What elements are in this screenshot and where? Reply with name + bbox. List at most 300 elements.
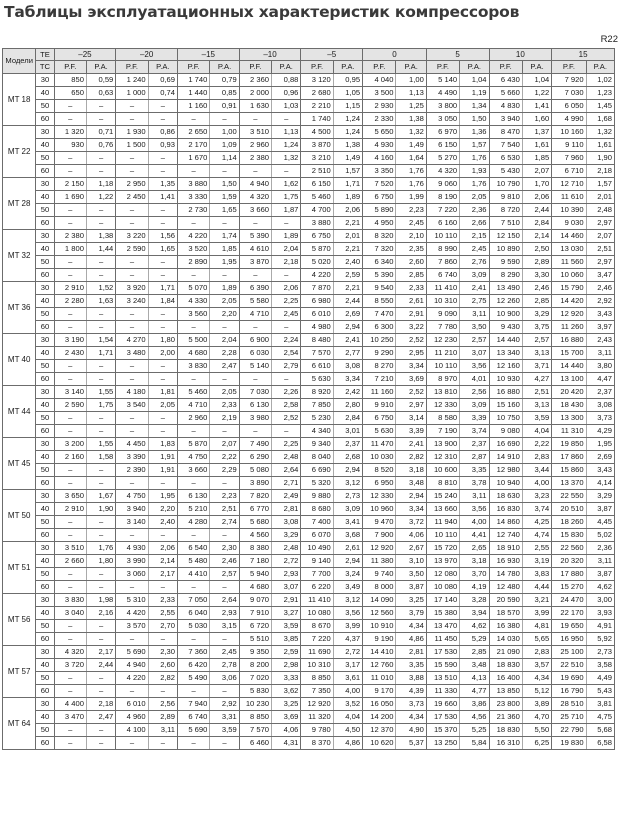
pa-cell: 2,87 <box>460 451 489 464</box>
pf-cell: – <box>239 425 271 438</box>
pf-cell: 12 330 <box>363 490 396 503</box>
pf-cell: 2 170 <box>177 139 209 152</box>
pa-cell: 2,46 <box>210 555 239 568</box>
pf-cell: – <box>54 412 86 425</box>
pf-cell: 2 660 <box>54 555 86 568</box>
pf-cell: 6 030 <box>239 347 271 360</box>
pa-cell: 2,52 <box>396 334 426 347</box>
pf-cell: 12 370 <box>363 724 396 737</box>
pa-cell: 2,81 <box>272 503 301 516</box>
pf-cell: 6 710 <box>552 165 586 178</box>
pa-cell: 2,85 <box>460 646 489 659</box>
pa-cell: 4,81 <box>522 620 551 633</box>
pf-cell: 3 220 <box>116 230 148 243</box>
pf-cell: 5 030 <box>177 620 209 633</box>
pa-cell: 1,95 <box>210 256 239 269</box>
pa-cell: 1,41 <box>148 191 177 204</box>
pa-cell: 2,60 <box>396 256 426 269</box>
pf-cell: 10 390 <box>552 204 586 217</box>
pa-column-header: P.A. <box>333 61 362 74</box>
pa-cell: 5,43 <box>586 685 614 698</box>
pf-cell: 7 820 <box>239 490 271 503</box>
pa-cell: 1,84 <box>148 295 177 308</box>
pa-cell: 2,72 <box>333 646 362 659</box>
pf-cell: 3 830 <box>177 360 209 373</box>
pa-cell: 3,11 <box>148 724 177 737</box>
pf-cell: 16 930 <box>489 555 522 568</box>
pa-cell: 2,41 <box>460 282 489 295</box>
pa-cell: 3,11 <box>460 308 489 321</box>
pf-cell: 10 250 <box>363 334 396 347</box>
pf-cell: 3 920 <box>116 282 148 295</box>
pa-cell: 3,50 <box>460 321 489 334</box>
tc-value: 50 <box>36 568 54 581</box>
pa-cell: 2,66 <box>460 217 489 230</box>
pa-cell: – <box>86 269 115 282</box>
pf-cell: – <box>177 529 209 542</box>
pf-cell: 10 900 <box>489 308 522 321</box>
pf-cell: 8 550 <box>363 295 396 308</box>
pa-cell: 3,86 <box>460 698 489 711</box>
pa-cell: 3,48 <box>460 659 489 672</box>
pf-cell: 14 860 <box>489 516 522 529</box>
table-row <box>3 399 615 412</box>
pf-cell: 4 680 <box>239 581 271 594</box>
pf-cell: – <box>116 633 148 646</box>
pf-cell: 5 490 <box>177 672 209 685</box>
pa-cell: – <box>148 308 177 321</box>
pf-cell: 9 470 <box>363 516 396 529</box>
pf-cell: 9 140 <box>301 555 333 568</box>
pa-cell: – <box>210 685 239 698</box>
model-name: MT 36 <box>3 282 36 334</box>
pf-cell: 2 330 <box>363 113 396 126</box>
pf-cell: 2 910 <box>54 503 86 516</box>
pa-cell: 1,04 <box>460 74 489 87</box>
pf-cell: 9 780 <box>301 724 333 737</box>
pa-cell: 3,43 <box>586 308 614 321</box>
pa-cell: 1,70 <box>522 178 551 191</box>
pf-cell: 12 310 <box>426 451 459 464</box>
pa-cell: – <box>148 529 177 542</box>
pf-cell: 12 980 <box>489 464 522 477</box>
pa-cell: – <box>86 529 115 542</box>
pa-cell: 3,07 <box>272 581 301 594</box>
pa-cell: 4,50 <box>333 724 362 737</box>
pa-cell: 2,92 <box>210 698 239 711</box>
pf-cell: 4 930 <box>116 542 148 555</box>
pf-cell: 7 350 <box>301 685 333 698</box>
pa-cell: 3,85 <box>272 633 301 646</box>
pf-cell: 7 850 <box>301 399 333 412</box>
pf-cell: 20 510 <box>552 503 586 516</box>
pa-cell: 2,77 <box>333 347 362 360</box>
pa-cell: 2,79 <box>272 360 301 373</box>
pf-cell: 2 960 <box>239 139 271 152</box>
pf-cell: 11 310 <box>552 425 586 438</box>
pa-cell: 3,87 <box>396 581 426 594</box>
tc-value: 40 <box>36 711 54 724</box>
pf-cell: – <box>116 581 148 594</box>
pf-cell: 5 390 <box>239 230 271 243</box>
pa-cell: 4,34 <box>396 711 426 724</box>
page-title: Таблицы эксплуатационных характеристик компрессоров <box>4 3 520 21</box>
tc-value: 60 <box>36 217 54 230</box>
pa-cell: 2,52 <box>396 386 426 399</box>
tc-value: 60 <box>36 581 54 594</box>
pf-cell: 3 990 <box>116 555 148 568</box>
pa-cell: 2,36 <box>460 204 489 217</box>
pf-cell: 10 620 <box>363 737 396 750</box>
pf-cell: 5 480 <box>177 555 209 568</box>
pf-cell: 5 690 <box>116 646 148 659</box>
pf-cell: 13 490 <box>489 282 522 295</box>
pa-cell: 2,85 <box>522 295 551 308</box>
pf-cell: 3 140 <box>54 386 86 399</box>
pa-cell: 1,00 <box>396 74 426 87</box>
pf-cell: 3 570 <box>116 620 148 633</box>
pa-cell: 4,14 <box>586 477 614 490</box>
pf-cell: – <box>116 100 148 113</box>
pa-cell: 2,47 <box>210 360 239 373</box>
pf-cell: 4 400 <box>54 698 86 711</box>
pf-cell: 15 720 <box>426 542 459 555</box>
pa-cell: 2,74 <box>210 516 239 529</box>
pa-cell: 3,71 <box>522 360 551 373</box>
pf-cell: 18 260 <box>552 516 586 529</box>
pf-cell: 16 050 <box>363 698 396 711</box>
pf-cell: 4 330 <box>177 295 209 308</box>
pa-cell: 1,34 <box>460 100 489 113</box>
pa-cell: 1,71 <box>86 347 115 360</box>
table-row <box>3 204 615 217</box>
pf-cell: 6 130 <box>177 490 209 503</box>
pf-cell: 6 430 <box>489 74 522 87</box>
pf-cell: 10 600 <box>426 464 459 477</box>
tc-value: 40 <box>36 555 54 568</box>
pf-cell: 2 450 <box>116 191 148 204</box>
pf-column-header: P.F. <box>239 61 271 74</box>
pa-cell: 2,07 <box>522 165 551 178</box>
pf-cell: 9 110 <box>552 139 586 152</box>
pa-cell: – <box>86 152 115 165</box>
pa-cell: 1,24 <box>333 126 362 139</box>
pf-cell: 7 700 <box>301 568 333 581</box>
table-row <box>3 360 615 373</box>
table-row <box>3 542 615 555</box>
pf-cell: 1 160 <box>177 100 209 113</box>
pa-cell: 4,31 <box>272 737 301 750</box>
pf-cell: 7 400 <box>301 516 333 529</box>
pa-cell: 3,81 <box>586 698 614 711</box>
table-row <box>3 737 615 750</box>
pf-cell: 2 510 <box>301 165 333 178</box>
pf-cell: 2 430 <box>54 347 86 360</box>
pf-cell: 3 720 <box>54 659 86 672</box>
pa-cell: – <box>86 256 115 269</box>
pf-cell: 25 710 <box>552 711 586 724</box>
pa-cell: 2,94 <box>333 555 362 568</box>
pf-cell: 12 920 <box>552 308 586 321</box>
pa-cell: 2,46 <box>522 282 551 295</box>
pf-cell: – <box>177 477 209 490</box>
pf-cell: 13 100 <box>552 373 586 386</box>
pf-cell: 10 310 <box>426 295 459 308</box>
pa-cell: 2,71 <box>272 477 301 490</box>
pa-cell: 4,74 <box>522 529 551 542</box>
tc-value: 30 <box>36 646 54 659</box>
pa-cell: 3,41 <box>333 516 362 529</box>
pf-cell: 12 080 <box>426 568 459 581</box>
tc-value: 50 <box>36 724 54 737</box>
pf-cell: 5 650 <box>363 126 396 139</box>
pa-cell: 4,41 <box>460 529 489 542</box>
pf-cell: – <box>54 477 86 490</box>
pf-cell: – <box>177 321 209 334</box>
pa-cell: 2,06 <box>333 204 362 217</box>
pf-cell: 16 380 <box>489 620 522 633</box>
pf-cell: 2 380 <box>239 152 271 165</box>
pa-cell: 2,33 <box>396 282 426 295</box>
pf-cell: 3 510 <box>54 542 86 555</box>
table-row <box>3 490 615 503</box>
pa-cell: 3,08 <box>333 360 362 373</box>
pa-cell: 2,06 <box>148 542 177 555</box>
pa-cell: 2,25 <box>272 438 301 451</box>
model-name: MT 51 <box>3 542 36 594</box>
pf-cell: 12 920 <box>363 542 396 555</box>
pa-cell: 3,19 <box>522 555 551 568</box>
pa-cell: 2,23 <box>396 204 426 217</box>
pf-cell: 8 720 <box>489 204 522 217</box>
table-row <box>3 503 615 516</box>
pa-cell: 3,11 <box>460 490 489 503</box>
tc-value: 40 <box>36 243 54 256</box>
pa-cell: 1,61 <box>522 139 551 152</box>
pf-cell: 11 940 <box>426 516 459 529</box>
pa-cell: 2,06 <box>272 282 301 295</box>
pa-cell: 2,37 <box>460 438 489 451</box>
pf-cell: 8 000 <box>363 581 396 594</box>
tc-label: TC <box>36 61 54 74</box>
tc-value: 30 <box>36 594 54 607</box>
pf-cell: 1 740 <box>177 74 209 87</box>
pf-cell: 7 570 <box>301 347 333 360</box>
pa-cell: 4,19 <box>460 581 489 594</box>
pf-cell: – <box>116 425 148 438</box>
pa-cell: 4,00 <box>333 685 362 698</box>
pa-cell: 3,99 <box>333 620 362 633</box>
pa-cell: – <box>148 412 177 425</box>
pf-cell: 15 380 <box>426 607 459 620</box>
tc-value: 30 <box>36 74 54 87</box>
pf-cell: 6 610 <box>301 360 333 373</box>
pa-cell: – <box>86 321 115 334</box>
pa-cell: 3,94 <box>460 607 489 620</box>
pf-cell: 10 080 <box>301 607 333 620</box>
pa-cell: 2,07 <box>210 438 239 451</box>
pa-cell: 1,23 <box>586 87 614 100</box>
pa-cell: – <box>210 633 239 646</box>
pa-cell: 2,52 <box>272 412 301 425</box>
pf-cell: 3 050 <box>426 113 459 126</box>
pf-cell: 15 370 <box>426 724 459 737</box>
pa-cell: 1,36 <box>460 126 489 139</box>
pf-cell: 9 170 <box>363 685 396 698</box>
pa-cell: 4,86 <box>333 737 362 750</box>
table-row <box>3 581 615 594</box>
pa-cell: – <box>86 412 115 425</box>
pf-cell: 25 100 <box>552 646 586 659</box>
pa-cell: 1,45 <box>586 100 614 113</box>
pf-cell: 7 360 <box>177 646 209 659</box>
table-row <box>3 256 615 269</box>
pf-cell: 3 870 <box>301 139 333 152</box>
te-column-header: 10 <box>489 49 552 61</box>
pa-cell: – <box>86 217 115 230</box>
pf-cell: 11 610 <box>552 191 586 204</box>
pf-cell: 5 890 <box>363 204 396 217</box>
pf-cell: 3 500 <box>363 87 396 100</box>
pf-cell: 7 510 <box>489 217 522 230</box>
pf-cell: 12 920 <box>301 698 333 711</box>
pf-cell: 10 750 <box>489 412 522 425</box>
table-row <box>3 113 615 126</box>
pa-cell: 2,26 <box>272 386 301 399</box>
pa-cell: 1,80 <box>148 334 177 347</box>
pf-cell: 5 080 <box>239 464 271 477</box>
pf-cell: 28 510 <box>552 698 586 711</box>
pf-cell: 10 160 <box>552 126 586 139</box>
pf-column-header: P.F. <box>552 61 586 74</box>
pa-cell: 2,51 <box>522 386 551 399</box>
pa-column-header: P.A. <box>396 61 426 74</box>
pa-cell: 2,24 <box>272 334 301 347</box>
pa-cell: 2,84 <box>333 412 362 425</box>
pa-cell: 2,65 <box>460 542 489 555</box>
pa-cell: 2,45 <box>460 243 489 256</box>
pa-cell: 3,72 <box>396 516 426 529</box>
pf-cell: 10 940 <box>489 477 522 490</box>
pa-cell: 2,05 <box>460 191 489 204</box>
table-row <box>3 516 615 529</box>
pa-cell: – <box>272 165 301 178</box>
pa-cell: – <box>272 373 301 386</box>
model-name: MT 40 <box>3 334 36 386</box>
pa-cell: 1,64 <box>396 152 426 165</box>
pa-cell: 1,91 <box>148 464 177 477</box>
pf-cell: 14 200 <box>363 711 396 724</box>
pf-cell: 5 460 <box>301 191 333 204</box>
pa-cell: 3,00 <box>586 594 614 607</box>
tc-value: 60 <box>36 737 54 750</box>
pf-cell: 20 590 <box>489 594 522 607</box>
pf-cell: 22 790 <box>552 724 586 737</box>
pa-cell: 1,38 <box>333 139 362 152</box>
pa-cell: 1,52 <box>86 282 115 295</box>
pf-cell: 5 580 <box>239 295 271 308</box>
pf-cell: 14 090 <box>363 594 396 607</box>
pa-cell: – <box>86 204 115 217</box>
pa-cell: 2,95 <box>396 347 426 360</box>
pa-cell: 2,91 <box>396 308 426 321</box>
pa-cell: 2,17 <box>86 646 115 659</box>
pf-cell: 11 690 <box>301 646 333 659</box>
pa-cell: 2,73 <box>333 490 362 503</box>
pf-cell: 8 850 <box>301 672 333 685</box>
tc-value: 50 <box>36 152 54 165</box>
pf-cell: 9 590 <box>489 256 522 269</box>
pa-cell: 3,56 <box>333 607 362 620</box>
pa-cell: 3,12 <box>333 477 362 490</box>
pf-cell: 1 800 <box>54 243 86 256</box>
pa-cell: 1,71 <box>148 282 177 295</box>
pa-cell: 0,63 <box>86 87 115 100</box>
pf-cell: 9 430 <box>489 321 522 334</box>
pa-cell: – <box>210 269 239 282</box>
pf-cell: 15 700 <box>552 347 586 360</box>
pf-cell: 4 750 <box>116 490 148 503</box>
pa-cell: 1,22 <box>86 191 115 204</box>
pf-cell: 5 270 <box>426 152 459 165</box>
pa-cell: 2,92 <box>586 295 614 308</box>
pa-cell: 1,83 <box>148 438 177 451</box>
pf-cell: 8 670 <box>301 620 333 633</box>
pa-cell: 0,74 <box>148 87 177 100</box>
pf-cell: 1 500 <box>116 139 148 152</box>
pa-cell: 1,35 <box>148 178 177 191</box>
pf-cell: 3 980 <box>239 412 271 425</box>
tc-value: 60 <box>36 373 54 386</box>
pf-cell: 14 910 <box>489 451 522 464</box>
pf-cell: 3 040 <box>54 607 86 620</box>
table-row <box>3 321 615 334</box>
pa-cell: 0,95 <box>333 74 362 87</box>
pa-cell: – <box>148 152 177 165</box>
pa-cell: 2,45 <box>396 217 426 230</box>
table-row <box>3 100 615 113</box>
pa-cell: 3,09 <box>460 269 489 282</box>
pa-cell: 1,65 <box>148 243 177 256</box>
pf-cell: 10 960 <box>363 503 396 516</box>
pa-cell: – <box>86 685 115 698</box>
pf-cell: 4 940 <box>116 659 148 672</box>
pf-cell: 5 460 <box>177 386 209 399</box>
pf-cell: 5 630 <box>363 425 396 438</box>
pf-cell: 18 830 <box>489 659 522 672</box>
pf-cell: 6 530 <box>489 152 522 165</box>
pa-cell: 4,00 <box>522 477 551 490</box>
pf-cell: 2 000 <box>239 87 271 100</box>
pa-cell: 4,47 <box>586 373 614 386</box>
pf-cell: – <box>54 685 86 698</box>
pf-cell: 11 160 <box>363 386 396 399</box>
tc-value: 60 <box>36 425 54 438</box>
table-row <box>3 139 615 152</box>
pa-cell: – <box>148 633 177 646</box>
pa-cell: 1,89 <box>333 191 362 204</box>
table-row <box>3 217 615 230</box>
pf-cell: – <box>54 165 86 178</box>
pa-cell: 2,97 <box>586 217 614 230</box>
pf-cell: 9 070 <box>239 594 271 607</box>
pa-cell: 2,89 <box>522 256 551 269</box>
table-row <box>3 659 615 672</box>
pa-cell: 2,78 <box>210 659 239 672</box>
table-row <box>3 386 615 399</box>
pf-cell: 17 860 <box>552 451 586 464</box>
pa-cell: 6,25 <box>522 737 551 750</box>
